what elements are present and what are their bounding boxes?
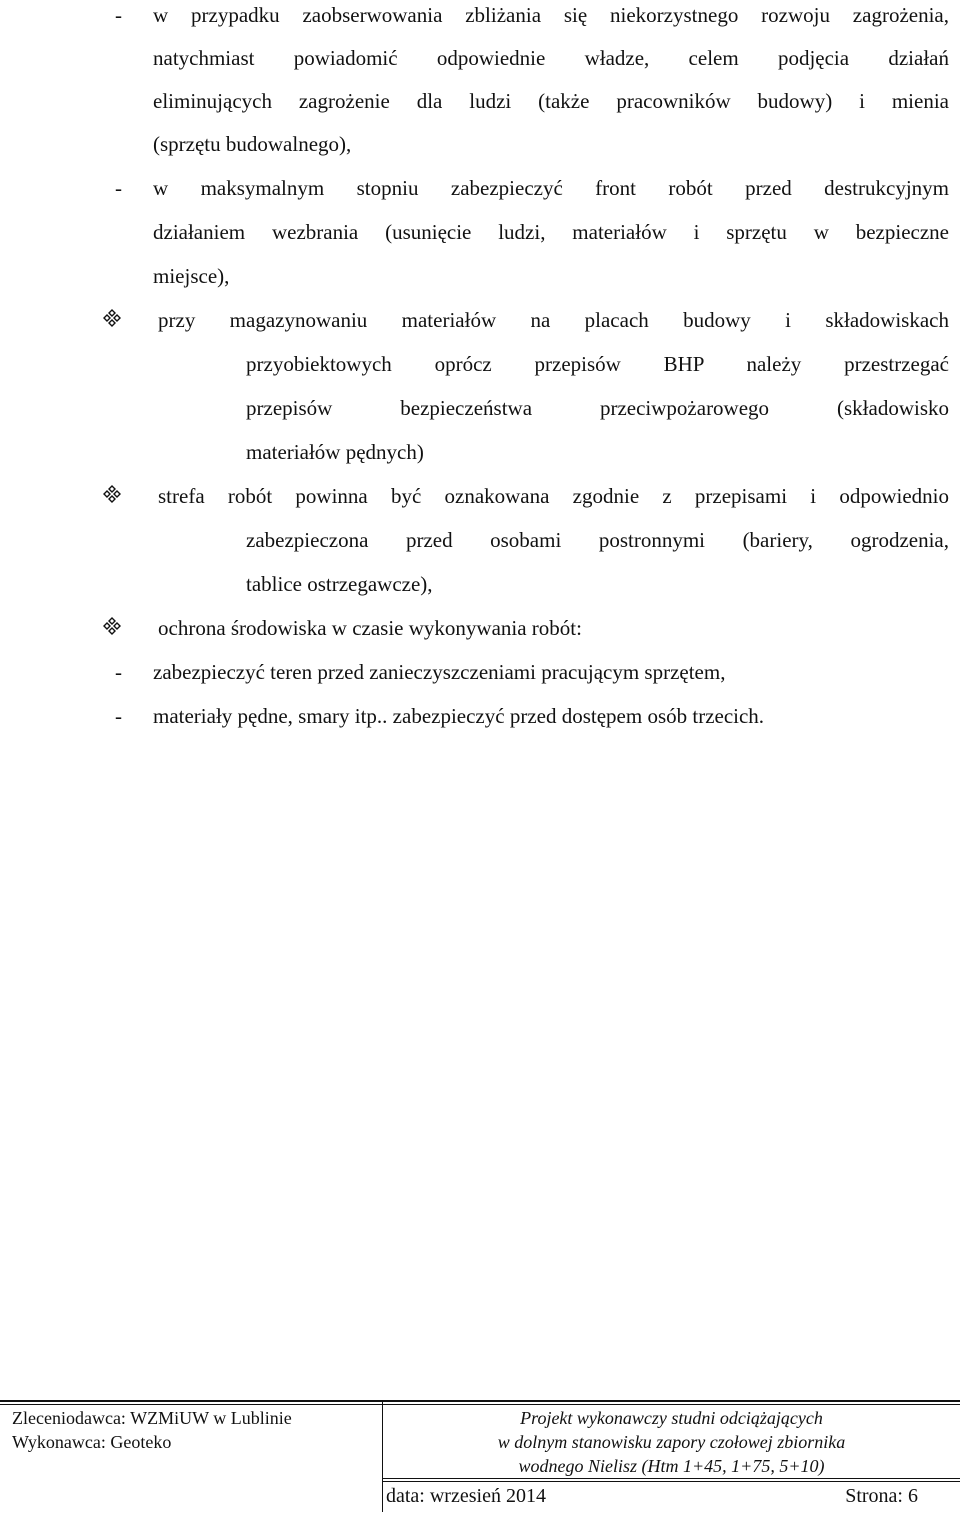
footer-contractor: Wykonawca: Geoteko [12, 1432, 172, 1452]
diamond-bullet-icon [103, 485, 121, 503]
text-line: ochrona środowiska w czasie wykonywania robót: [158, 616, 582, 640]
footer-client: Zleceniodawca: WZMiUW w Lublinie [12, 1408, 292, 1428]
text-line: tablice ostrzegawcze), [246, 572, 433, 596]
text-line: natychmiast powiadomić odpowiednie władze, celem podjęcia działań [153, 46, 949, 70]
text-line: przepisów bezpieczeństwa przeciwpożarowego (składowisko [246, 396, 949, 420]
text-line: strefa robót powinna być oznakowana zgodnie z przepisami i odpowiednio [158, 484, 949, 508]
text-line: miejsce), [153, 264, 230, 288]
footer-top-rule-thin [0, 1404, 960, 1405]
footer-project-line: Projekt wykonawczy studni odciążających [520, 1408, 823, 1428]
footer-inner-rule-thin [383, 1481, 960, 1482]
text-line: eliminujących zagrożenie dla ludzi (także pracowników budowy) i mienia [153, 89, 949, 113]
text-line: działaniem wezbrania (usunięcie ludzi, materiałów i sprzętu w bezpieczne [153, 220, 949, 244]
text-line: materiały pędne, smary itp.. zabezpieczyć przed dostępem osób trzecich. [153, 704, 765, 728]
text-line: przy magazynowaniu materiałów na placach budowy i składowiskach [158, 308, 949, 332]
footer-project-line: wodnego Nielisz (Htm 1+45, 1+75, 5+10) [518, 1456, 825, 1476]
footer-date: data: wrzesień 2014 [386, 1485, 546, 1507]
text-line: materiałów pędnych) [246, 440, 424, 464]
text-line: w przypadku zaobserwowania zbliżania się niekorzystnego rozwoju zagrożenia, [153, 3, 949, 27]
dash-marker: - [115, 3, 122, 27]
dash-marker: - [115, 176, 122, 200]
dash-marker: - [115, 660, 122, 684]
text-line: w maksymalnym stopniu zabezpieczyć front robót przed destrukcyjnym [153, 176, 949, 200]
footer-top-rule [0, 1400, 960, 1402]
dash-marker: - [115, 704, 122, 728]
diamond-bullet-icon [103, 617, 121, 635]
text-line: przyobiektowych oprócz przepisów BHP należy przestrzegać [246, 352, 949, 376]
footer-page-number: Strona: 6 [845, 1485, 918, 1507]
text-line: zabezpieczona przed osobami postronnymi (bariery, ogrodzenia, [246, 528, 949, 552]
footer-inner-rule [383, 1478, 960, 1479]
text-line: (sprzętu budowalnego), [153, 132, 352, 156]
diamond-bullet-icon [103, 309, 121, 327]
footer-project-line: w dolnym stanowisku zapory czołowej zbiornika [497, 1432, 846, 1452]
text-line: zabezpieczyć teren przed zanieczyszczeniami pracującym sprzętem, [153, 660, 726, 684]
